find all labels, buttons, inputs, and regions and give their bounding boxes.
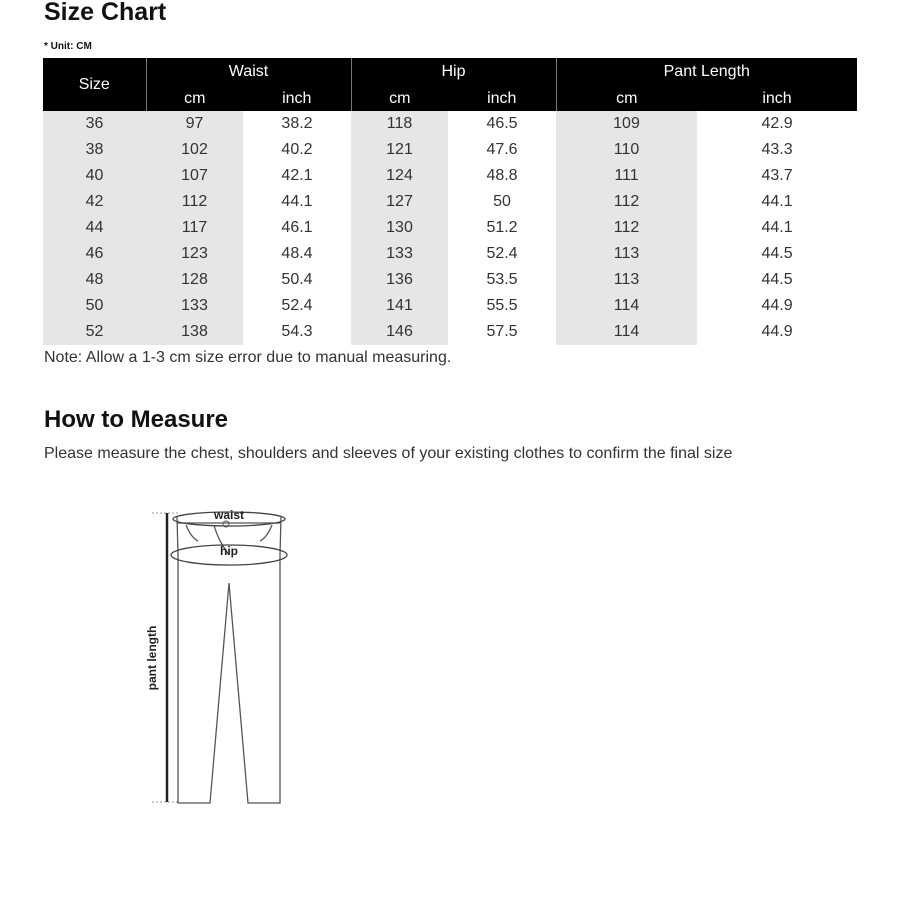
table-cell: 42.1 bbox=[281, 167, 313, 184]
table-cell: 55.5 bbox=[486, 297, 518, 314]
how-to-measure-title: How to Measure bbox=[44, 406, 229, 433]
table-row bbox=[43, 319, 857, 345]
table-cell: 138 bbox=[146, 319, 243, 345]
table-cell: 102 bbox=[146, 137, 243, 163]
table-cell: 112 bbox=[146, 189, 243, 215]
table-cell: 50 bbox=[493, 193, 511, 210]
table-cell: 133 bbox=[351, 241, 448, 267]
table-cell: 42 bbox=[43, 189, 146, 215]
table-row bbox=[43, 293, 857, 319]
size-header: Size bbox=[43, 58, 146, 111]
waist-cm-header: cm bbox=[146, 86, 243, 111]
table-cell: 117 bbox=[146, 215, 243, 241]
how-to-measure-description: Please measure the chest, shoulders and sleeves of your existing clothes to confirm the final size bbox=[44, 445, 733, 462]
size-table bbox=[43, 58, 857, 345]
waist-header: Waist bbox=[146, 58, 351, 86]
table-cell: 127 bbox=[351, 189, 448, 215]
table-cell: 38.2 bbox=[281, 115, 313, 132]
table-cell: 44.1 bbox=[761, 193, 793, 210]
table-cell: 52.4 bbox=[486, 245, 518, 262]
table-cell: 44 bbox=[43, 215, 146, 241]
table-cell: 46.5 bbox=[486, 115, 518, 132]
unit-note: * Unit: CM bbox=[44, 41, 92, 52]
table-cell: 44.9 bbox=[761, 323, 793, 340]
table-cell: 97 bbox=[146, 111, 243, 137]
table-cell: 111 bbox=[556, 163, 697, 189]
size-table-body bbox=[43, 111, 857, 345]
table-cell: 114 bbox=[556, 319, 697, 345]
table-cell: 40 bbox=[43, 163, 146, 189]
table-row bbox=[43, 241, 857, 267]
table-cell: 44.1 bbox=[761, 219, 793, 236]
table-cell: 50.4 bbox=[281, 271, 313, 288]
pant-length-cm-header: cm bbox=[556, 86, 697, 111]
table-cell: 113 bbox=[556, 241, 697, 267]
table-cell: 130 bbox=[351, 215, 448, 241]
pants-outline bbox=[177, 517, 281, 803]
table-cell: 128 bbox=[146, 267, 243, 293]
pant-length-label: pant length bbox=[145, 625, 159, 691]
table-cell: 110 bbox=[556, 137, 697, 163]
table-cell: 112 bbox=[556, 215, 697, 241]
measurement-note: Note: Allow a 1-3 cm size error due to manual measuring. bbox=[44, 349, 452, 366]
table-cell: 133 bbox=[146, 293, 243, 319]
table-cell: 118 bbox=[351, 111, 448, 137]
table-cell: 50 bbox=[43, 293, 146, 319]
size-chart-title: Size Chart bbox=[44, 0, 167, 26]
table-cell: 141 bbox=[351, 293, 448, 319]
table-cell: 53.5 bbox=[486, 271, 518, 288]
table-cell: 47.6 bbox=[486, 141, 518, 158]
table-cell: 146 bbox=[351, 319, 448, 345]
table-cell: 44.1 bbox=[281, 193, 313, 210]
hip-inch-header: inch bbox=[448, 86, 556, 111]
table-cell: 40.2 bbox=[281, 141, 313, 158]
table-cell: 109 bbox=[556, 111, 697, 137]
table-cell: 136 bbox=[351, 267, 448, 293]
table-cell: 48.4 bbox=[281, 245, 313, 262]
table-cell: 54.3 bbox=[281, 323, 313, 340]
pants-measure-diagram bbox=[130, 495, 310, 815]
table-row bbox=[43, 163, 857, 189]
pant-length-inch-header: inch bbox=[697, 86, 857, 111]
table-row bbox=[43, 215, 857, 241]
hip-header: Hip bbox=[351, 58, 556, 86]
table-cell: 44.5 bbox=[761, 245, 793, 262]
table-cell: 107 bbox=[146, 163, 243, 189]
table-cell: 46 bbox=[43, 241, 146, 267]
table-cell: 112 bbox=[556, 189, 697, 215]
table-cell: 51.2 bbox=[486, 219, 518, 236]
table-cell: 44.5 bbox=[761, 271, 793, 288]
table-row bbox=[43, 111, 857, 137]
table-cell: 36 bbox=[43, 111, 146, 137]
pant-length-header: Pant Length bbox=[556, 58, 857, 86]
waist-label: waist bbox=[213, 508, 245, 522]
table-row bbox=[43, 189, 857, 215]
table-cell: 114 bbox=[556, 293, 697, 319]
table-cell: 43.7 bbox=[761, 167, 793, 184]
waist-inch-header: inch bbox=[243, 86, 351, 111]
table-row bbox=[43, 267, 857, 293]
table-cell: 42.9 bbox=[761, 115, 793, 132]
table-cell: 43.3 bbox=[761, 141, 793, 158]
table-cell: 48.8 bbox=[486, 167, 518, 184]
table-cell: 121 bbox=[351, 137, 448, 163]
table-cell: 46.1 bbox=[281, 219, 313, 236]
table-row bbox=[43, 137, 857, 163]
table-cell: 52 bbox=[43, 319, 146, 345]
table-cell: 57.5 bbox=[486, 323, 518, 340]
table-cell: 48 bbox=[43, 267, 146, 293]
hip-label: hip bbox=[220, 544, 238, 558]
table-cell: 123 bbox=[146, 241, 243, 267]
hip-cm-header: cm bbox=[351, 86, 448, 111]
table-cell: 44.9 bbox=[761, 297, 793, 314]
table-cell: 38 bbox=[43, 137, 146, 163]
table-cell: 52.4 bbox=[281, 297, 313, 314]
table-cell: 124 bbox=[351, 163, 448, 189]
table-cell: 113 bbox=[556, 267, 697, 293]
